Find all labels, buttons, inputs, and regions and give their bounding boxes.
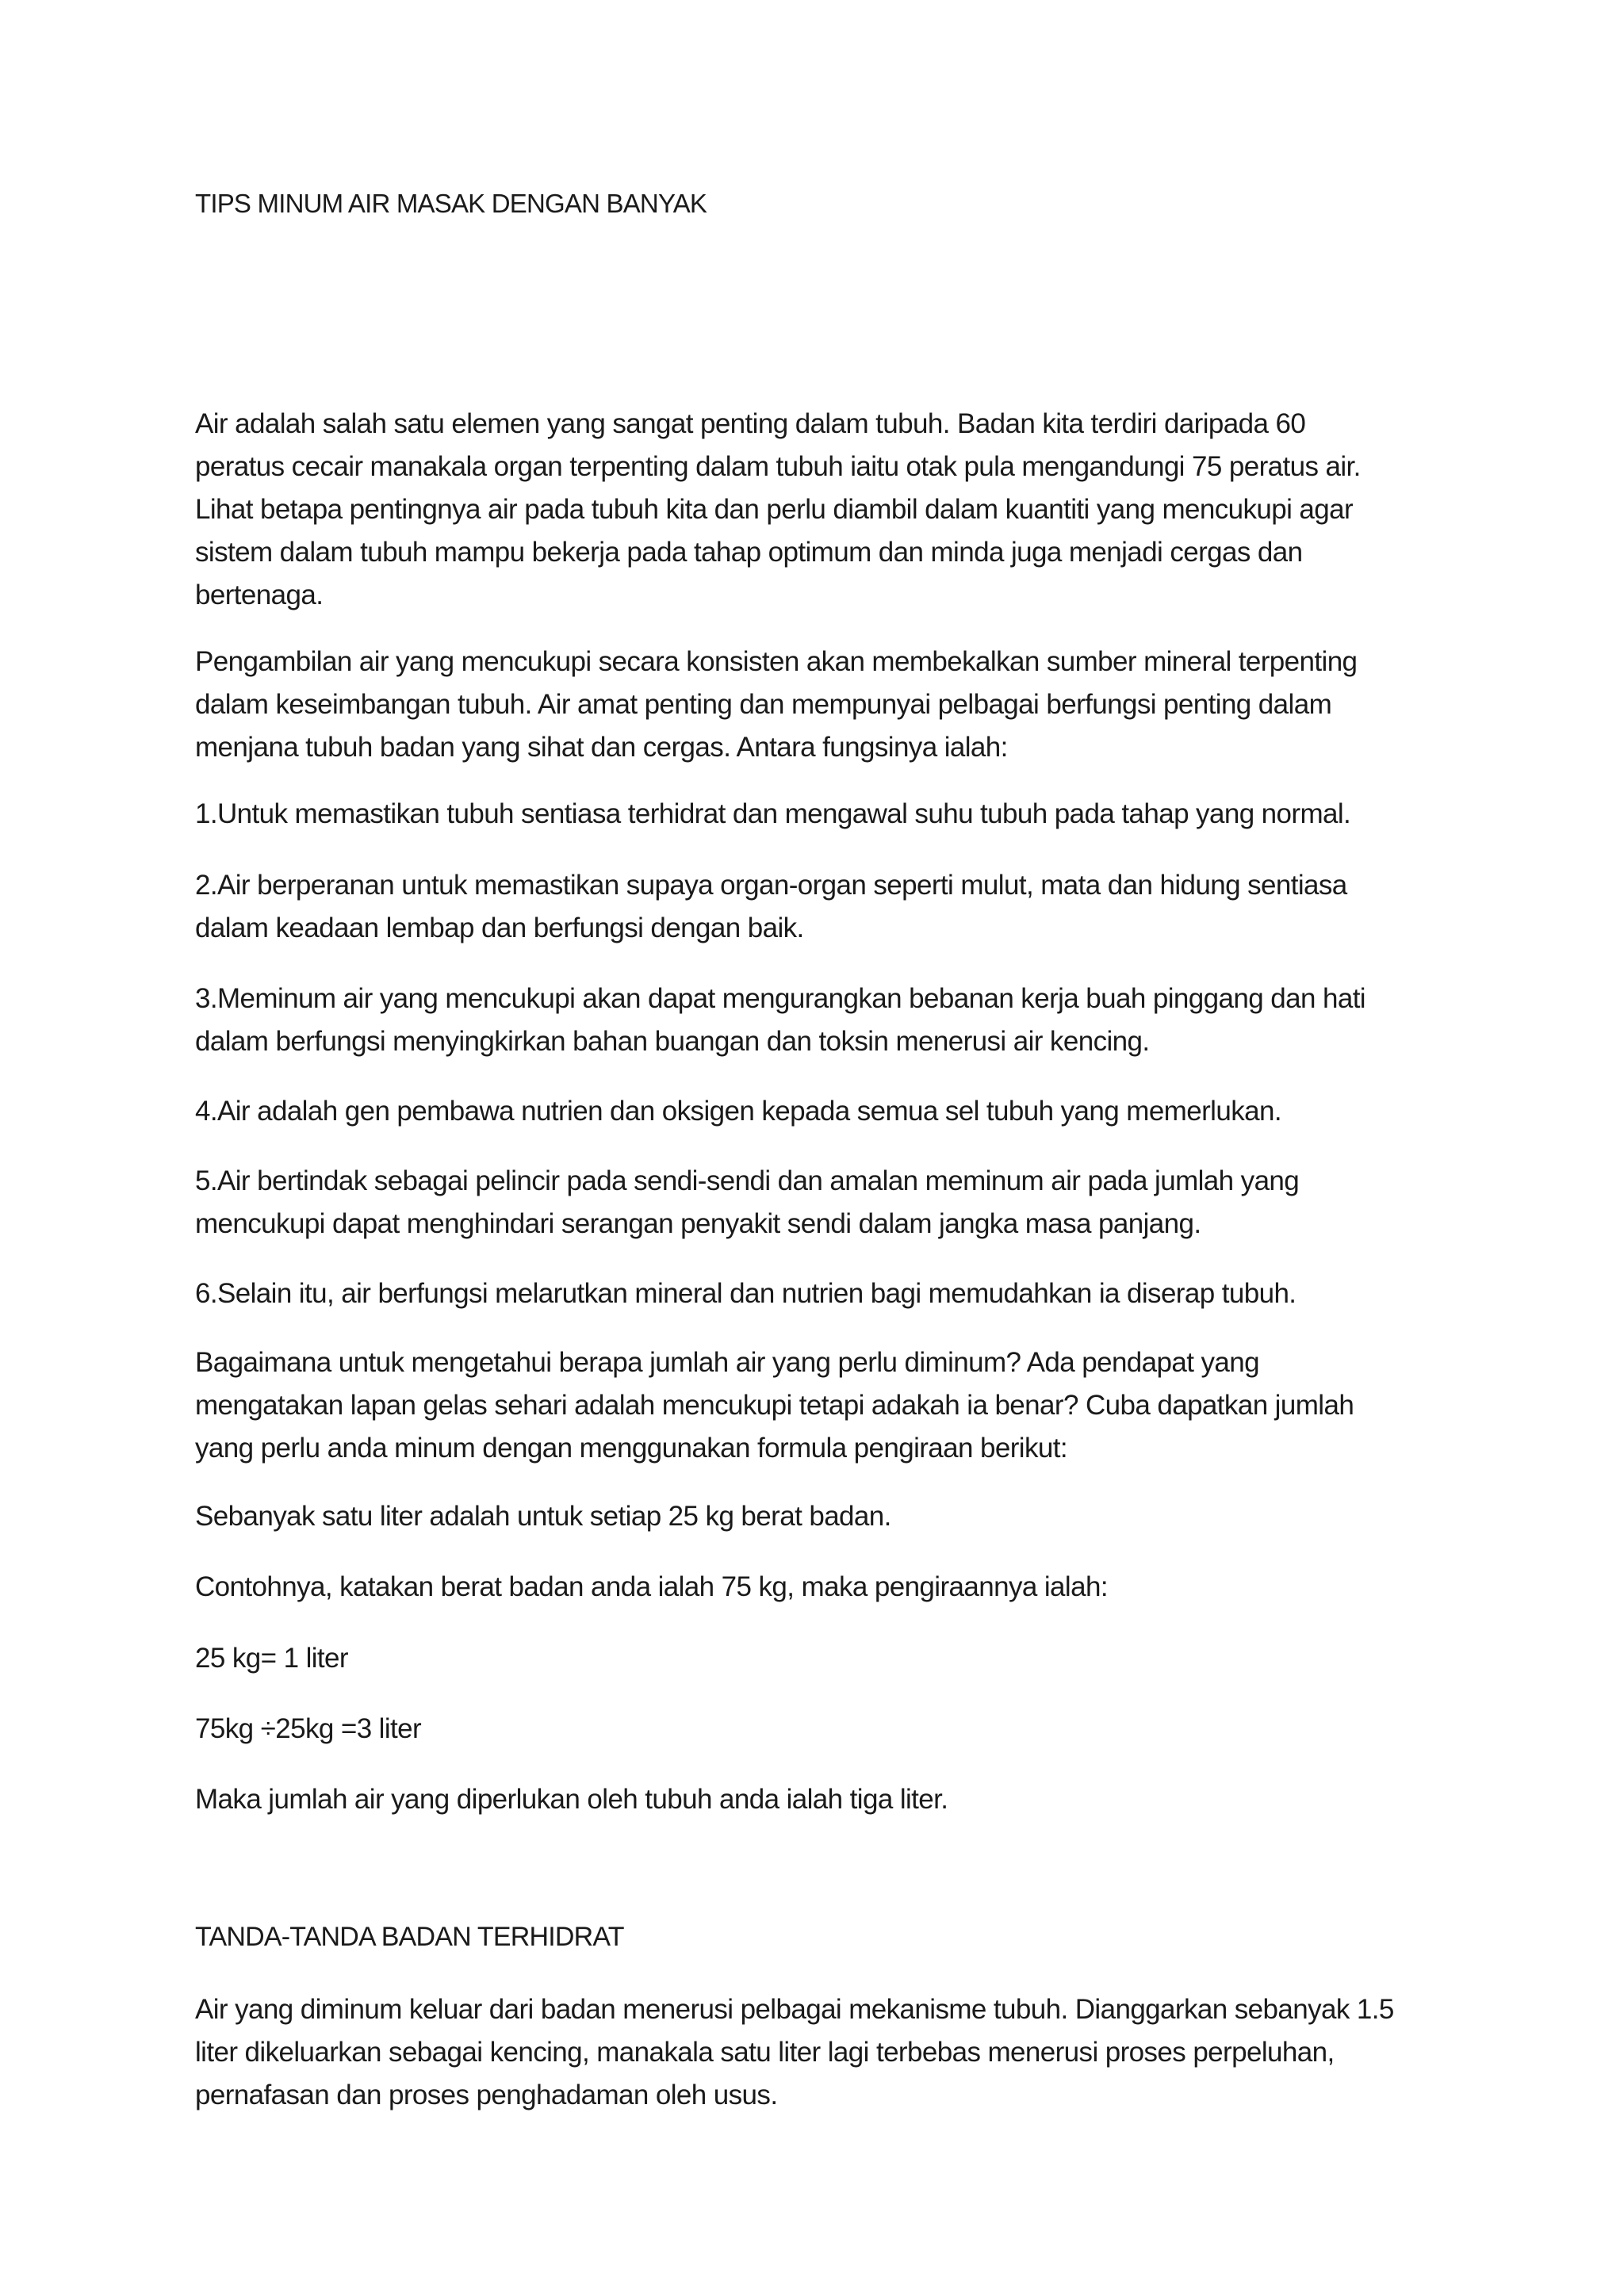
function-item-2: 2.Air berperanan untuk memastikan supaya organ-organ seperti mulut, mata dan hidung sentiasa dalam keadaan lembap dan berfungsi dengan baik. (195, 870, 1347, 943)
question-paragraph: Bagaimana untuk mengetahui berapa jumlah air yang perlu diminum? Ada pendapat yang mengatakan lapan gelas sehari adalah mencukupi tetapi adakah ia benar? Cuba dapatkan jumlah yang perlu anda minum dengan menggunakan formula pengiraan berikut: (195, 1347, 1354, 1464)
intro-paragraph: Air adalah salah satu elemen yang sangat penting dalam tubuh. Badan kita terdiri daripada 60 peratus cecair manakala organ terpenting dalam tubuh iaitu otak pula mengandungi 75 peratus air. Lihat betapa pentingnya air pada tubuh kita dan perlu diambil dalam kuantiti yang mencukupi agar sistem dalam tubuh mampu bekerja pada tahap optimum dan minda juga menjadi cergas dan bertenaga. (195, 408, 1361, 610)
conclusion-line: Maka jumlah air yang diperlukan oleh tubuh anda ialah tiga liter. (195, 1784, 948, 1815)
example-line: Contohnya, katakan berat badan anda ialah 75 kg, maka pengiraannya ialah: (195, 1571, 1108, 1602)
function-item-1: 1.Untuk memastikan tubuh sentiasa terhidrat dan mengawal suhu tubuh pada tahap yang normal. (195, 798, 1351, 829)
function-item-5: 5.Air bertindak sebagai pelincir pada sendi-sendi dan amalan meminum air pada jumlah yang mencukupi dapat menghindari serangan penyakit sendi dalam jangka masa panjang. (195, 1165, 1300, 1239)
functions-intro-paragraph: Pengambilan air yang mencukupi secara konsisten akan membekalkan sumber mineral terpenting dalam keseimbangan tubuh. Air amat penting dan mempunyai pelbagai berfungsi penting dalam menjana tubuh badan yang sihat dan cergas. Antara fungsinya ialah: (195, 646, 1358, 763)
function-item-3: 3.Meminum air yang mencukupi akan dapat mengurangkan bebanan kerja buah pinggang dan hati dalam berfungsi menyingkirkan bahan buangan dan toksin menerusi air kencing. (195, 983, 1365, 1057)
document-title: TIPS MINUM AIR MASAK DENGAN BANYAK (195, 189, 707, 218)
rule-line: Sebanyak satu liter adalah untuk setiap 25 kg berat badan. (195, 1501, 891, 1532)
calculation-line-2: 75kg ÷25kg =3 liter (195, 1713, 422, 1744)
function-item-6: 6.Selain itu, air berfungsi melarutkan mineral dan nutrien bagi memudahkan ia diserap tubuh. (195, 1278, 1297, 1309)
section2-paragraph: Air yang diminum keluar dari badan menerusi pelbagai mekanisme tubuh. Dianggarkan sebanyak 1.5 liter dikeluarkan sebagai kencing, manakala satu liter lagi terbebas menerusi proses perpeluhan, pernafasan dan proses penghadaman oleh usus. (195, 1994, 1394, 2110)
function-item-4: 4.Air adalah gen pembawa nutrien dan oksigen kepada semua sel tubuh yang memerlukan. (195, 1096, 1281, 1127)
calculation-line-1: 25 kg= 1 liter (195, 1643, 348, 1674)
section-heading: TANDA-TANDA BADAN TERHIDRAT (195, 1922, 624, 1952)
